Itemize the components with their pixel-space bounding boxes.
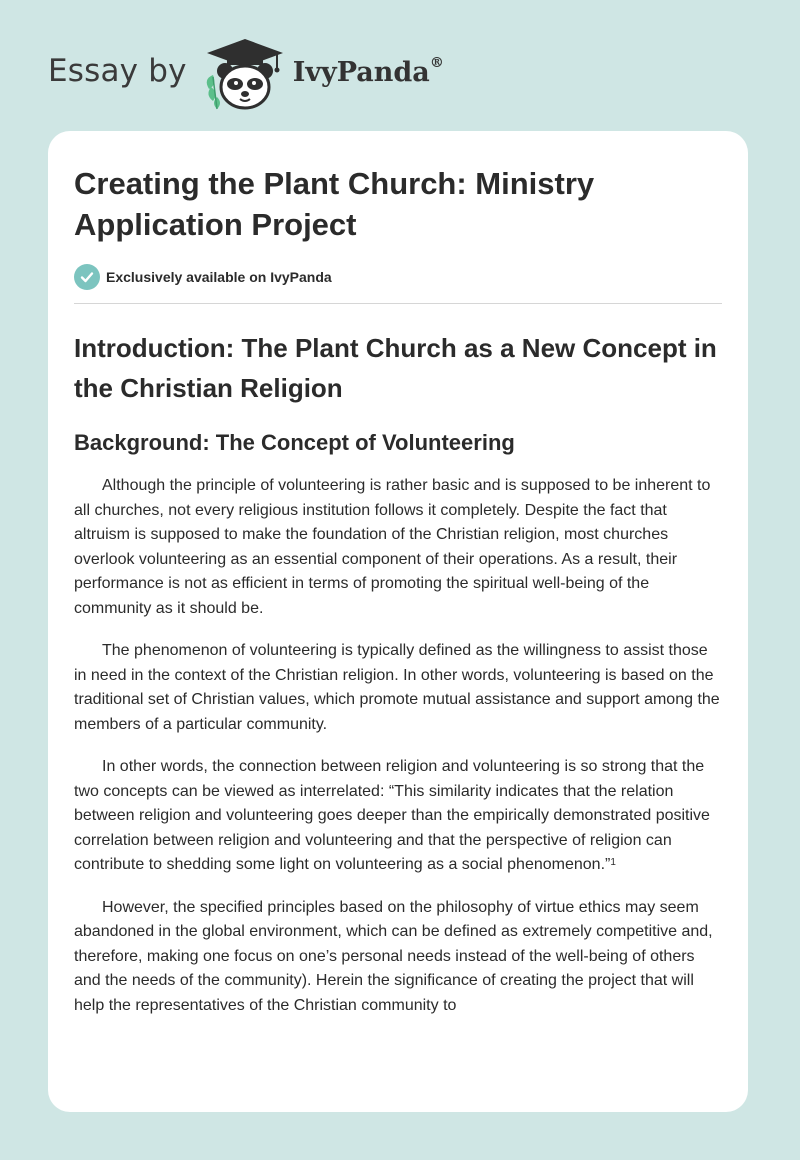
essay-by-label: Essay by xyxy=(48,53,187,89)
panda-logo-icon xyxy=(203,37,287,111)
paragraph: Although the principle of volunteering is rather basic and is supposed to be inherent to all churches, not every religious institution follows it completely. Despite the fact that altruism is supposed to make the foundation of the Christian religion, most churches overlook volunteering as an essential component of their operations. As a result, their performance is not as efficient in terms of promoting the spiritual well-being of the community as it should be. xyxy=(74,477,711,617)
exclusive-badge xyxy=(74,263,722,291)
paragraph-text: In other words, the connection between religion and volunteering is so strong that the two concepts can be viewed as interrelated: “This similarity indicates that the relation between religion and volunteering goes deeper than the empirically demonstrated positive correlation between religion and volunteering and that the perspective of religion can contribute to shedding some light on volunteering as a social phenomenon.” xyxy=(74,758,710,873)
paragraph: The phenomenon of volunteering is typically defined as the willingness to assist those in need in the context of the Christian religion. In other words, volunteering is based on the traditional set of Christian values, which promote mutual assistance and support among the members of a particular community. xyxy=(74,642,720,733)
ivypanda-logo[interactable] xyxy=(203,37,444,111)
site-header xyxy=(48,34,444,114)
exclusive-label: Exclusively available on IvyPanda xyxy=(106,269,332,285)
paragraph: However, the specified principles based on the philosophy of virtue ethics may seem abandoned in the global environment, which can be defined as extremely competitive and, therefore, making one focus on one’s personal needs instead of the well-being of others and the needs of the community). Herein the significance of creating the project that will help the representatives of the Christian community to xyxy=(74,898,713,1014)
footnote-link[interactable]: 1 xyxy=(610,857,616,868)
brand-name: IvyPanda® xyxy=(292,54,444,88)
article-title: Creating the Plant Church: Ministry Application Project xyxy=(74,166,595,242)
check-icon xyxy=(74,264,100,290)
article-card xyxy=(48,131,748,1112)
subsection-heading: Background: The Concept of Volunteering xyxy=(74,430,515,455)
article-content xyxy=(74,163,722,1018)
paragraph-with-footnote xyxy=(74,755,722,878)
section-heading: Introduction: The Plant Church as a New Concept in the Christian Religion xyxy=(74,333,717,403)
divider xyxy=(74,303,722,304)
